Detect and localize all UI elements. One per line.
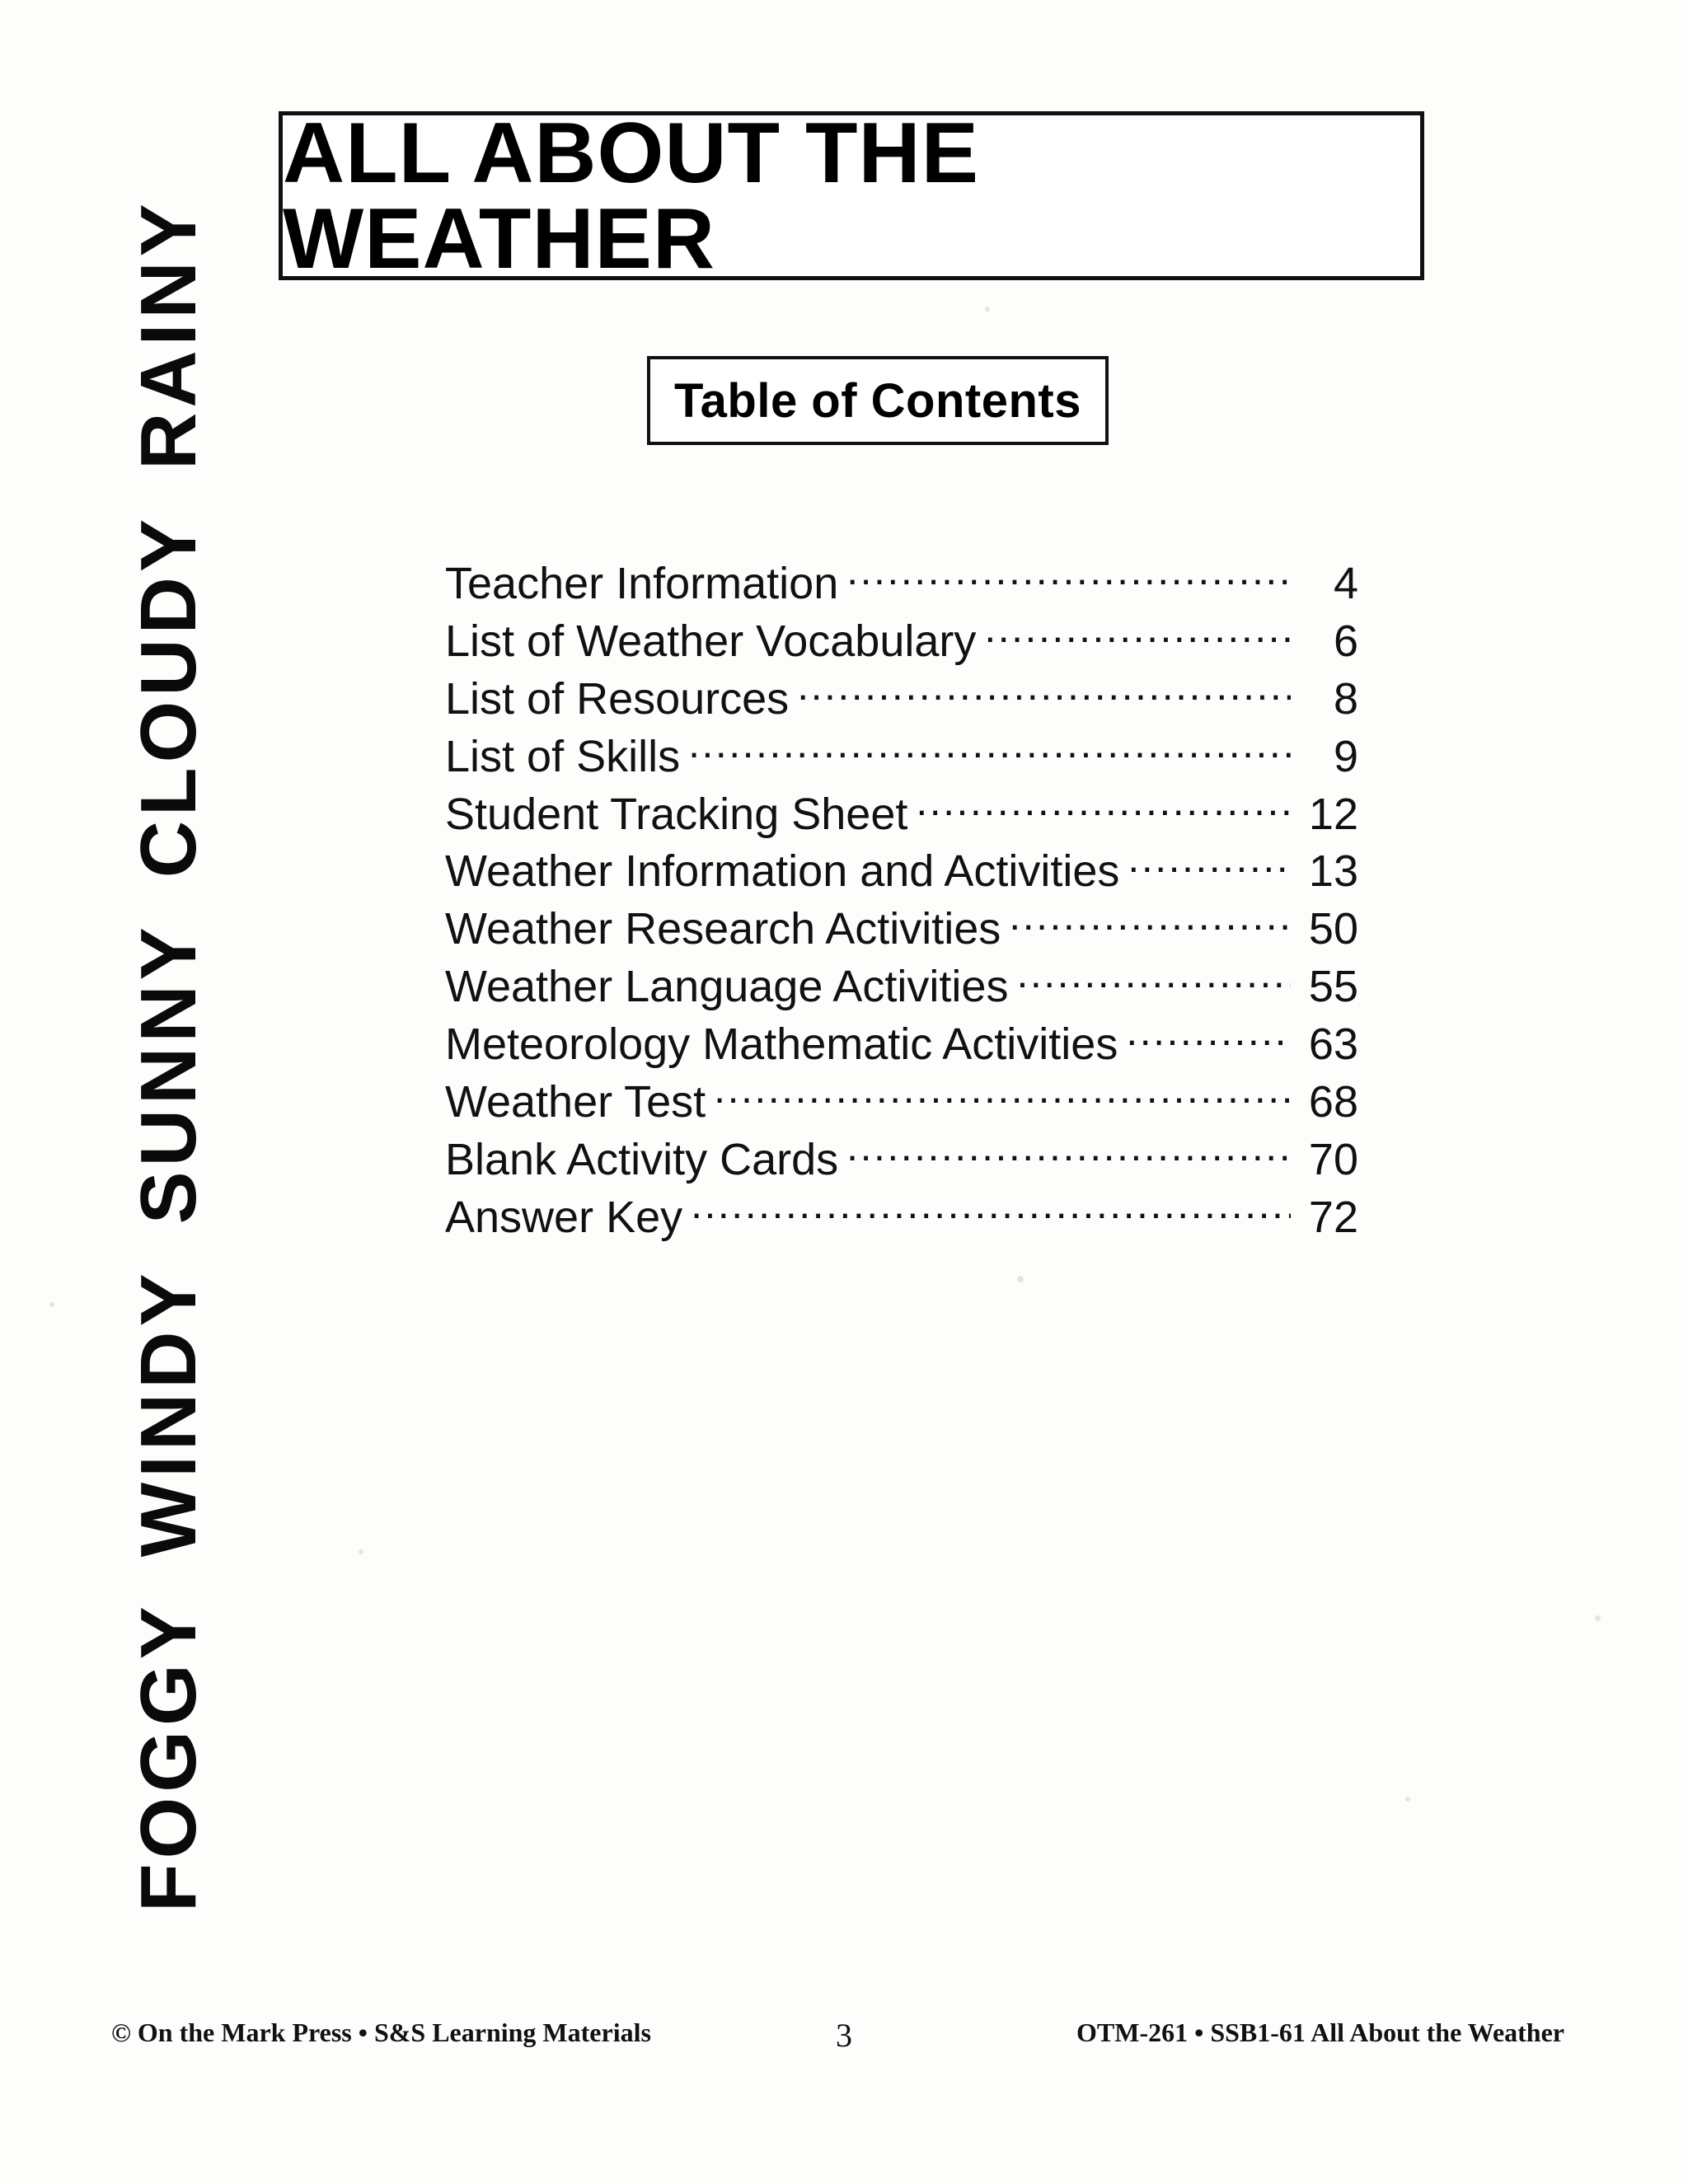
toc-entry-page: 6 (1333, 616, 1358, 666)
toc-leader-dots (714, 1072, 1291, 1117)
side-word-sunny: SUNNY (124, 922, 213, 1225)
toc-leader-dots (691, 1188, 1291, 1232)
toc-entry-label: Weather Research Activities (445, 904, 1001, 954)
toc-entry-label: Meteorology Mathematic Activities (445, 1019, 1118, 1069)
toc-entry (445, 1188, 1358, 1245)
footer-product-code: OTM-261 • SSB1-61 All About the Weather (1076, 2018, 1564, 2047)
toc-entry-label: List of Skills (445, 731, 681, 781)
toc-entry-label: Blank Activity Cards (445, 1134, 839, 1184)
toc-entry (445, 957, 1358, 1015)
toc-entry-page: 8 (1333, 673, 1358, 724)
toc-entry (445, 554, 1358, 612)
toc-leader-dots (688, 727, 1291, 771)
toc-entry-page: 50 (1308, 904, 1358, 954)
toc-entry-label: Weather Test (445, 1076, 706, 1127)
toc-leader-dots (846, 554, 1291, 598)
toc-entry-page: 13 (1308, 846, 1358, 897)
table-of-contents-list (445, 554, 1358, 1245)
toc-entry-page: 12 (1308, 789, 1358, 839)
toc-entry-page: 4 (1333, 559, 1358, 608)
toc-entry (445, 1015, 1358, 1072)
side-word-windy: WINDY (124, 1268, 213, 1558)
scan-speck (1595, 1615, 1601, 1621)
vertical-weather-words (91, 199, 223, 1920)
side-word-cloudy: CLOUDY (124, 513, 213, 879)
page-title: ALL ABOUT THE WEATHER (283, 105, 979, 287)
side-word-foggy: FOGGY (124, 1601, 213, 1912)
scan-speck (1017, 1276, 1024, 1282)
toc-entry (445, 669, 1358, 727)
toc-entry-page: 70 (1308, 1134, 1358, 1184)
toc-leader-dots (1128, 841, 1291, 886)
toc-leader-dots (846, 1130, 1291, 1174)
footer-page-number: 3 (836, 2017, 852, 2054)
table-of-contents-heading-box (647, 356, 1109, 445)
toc-leader-dots (1126, 1015, 1291, 1059)
toc-entry-page: 63 (1308, 1019, 1358, 1069)
footer-publisher: © On the Mark Press • S&S Learning Materials (111, 2018, 651, 2047)
scan-speck (49, 1302, 54, 1307)
toc-leader-dots (984, 612, 1291, 656)
vertical-weather-words-text (124, 154, 214, 1912)
toc-entry-label: Student Tracking Sheet (445, 789, 908, 839)
table-of-contents-heading: Table of Contents (674, 373, 1081, 428)
toc-entry-label: Teacher Information (445, 559, 839, 608)
toc-entry-page: 55 (1308, 962, 1358, 1012)
toc-entry-page: 68 (1308, 1076, 1358, 1127)
toc-entry-label: Weather Information and Activities (445, 846, 1120, 897)
toc-entry-label: List of Resources (445, 673, 790, 724)
toc-entry (445, 1072, 1358, 1130)
toc-entry (445, 612, 1358, 669)
toc-entry (445, 785, 1358, 842)
toc-entry-label: List of Weather Vocabulary (445, 616, 977, 666)
scan-speck (1405, 1797, 1410, 1802)
toc-entry-label: Answer Key (445, 1192, 683, 1242)
toc-entry-page: 72 (1308, 1192, 1358, 1242)
toc-leader-dots (797, 669, 1291, 714)
toc-entry-page: 9 (1333, 731, 1358, 781)
toc-entry (445, 841, 1358, 899)
toc-leader-dots (1009, 899, 1291, 944)
toc-leader-dots (1016, 957, 1291, 1001)
page-title-box (279, 105, 1424, 287)
scan-speck (985, 307, 990, 312)
toc-entry-label: Weather Language Activities (445, 962, 1009, 1012)
scan-speck (359, 1549, 363, 1554)
toc-leader-dots (916, 785, 1291, 829)
toc-entry (445, 727, 1358, 785)
page-footer (0, 2018, 1688, 2067)
side-word-rainy: RAINY (124, 199, 213, 470)
toc-entry (445, 899, 1358, 957)
toc-entry (445, 1130, 1358, 1188)
